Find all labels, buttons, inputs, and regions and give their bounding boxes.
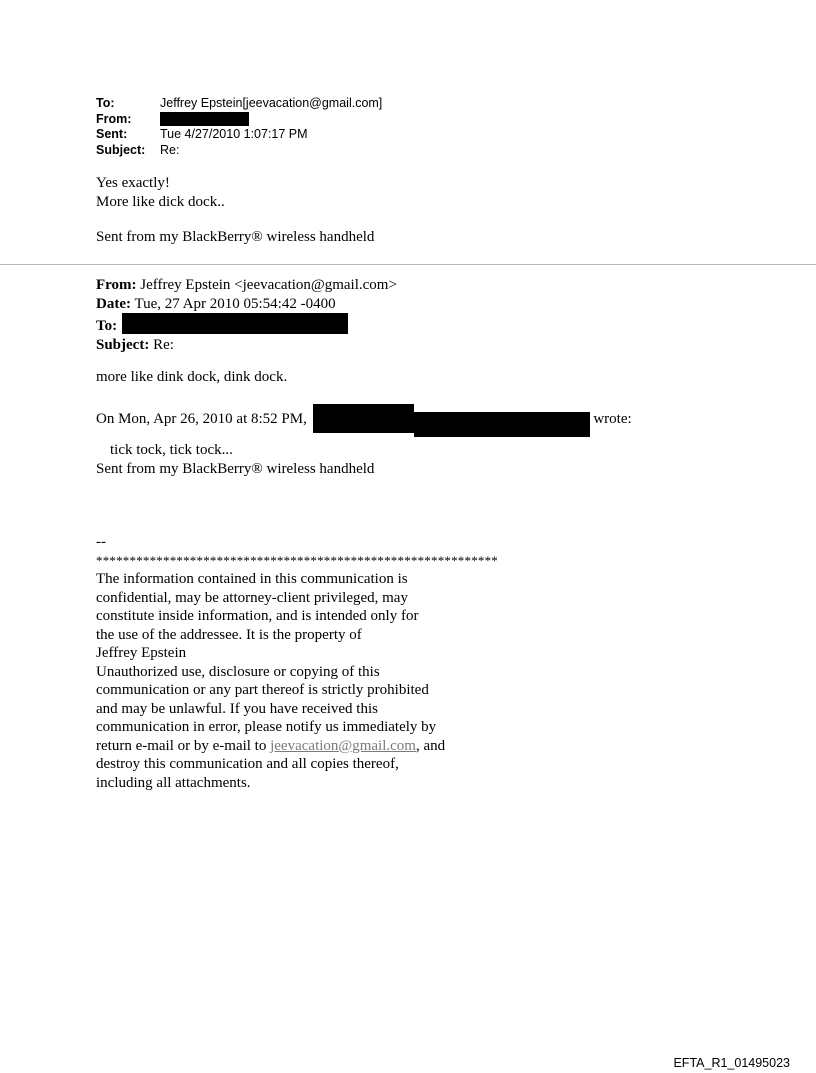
message-divider [0,264,816,265]
to-label: To: [96,96,115,110]
disclaimer-line: and may be unlawful. If you have received this [96,700,378,717]
quote-attribution [96,404,632,437]
quoted-to-row [96,313,397,336]
redaction-box [122,313,348,334]
redaction-box [414,412,590,437]
quoted-from-value: Jeffrey Epstein <jeevacation@gmail.com> [140,277,397,293]
attribution-prefix: On Mon, Apr 26, 2010 at 8:52 PM, [96,411,307,427]
to-row [96,96,382,112]
subject-label: Subject: [96,142,146,157]
from-row [96,112,382,128]
return-prefix: return e-mail or by e-mail to [96,737,267,754]
quoted-date-label: Date: [96,295,131,312]
quote-signature: Sent from my BlackBerry® wireless handheld [96,460,375,477]
to-value: Jeffrey Epstein[jeevacation@gmail.com] [160,96,383,110]
quote-line: tick tock, tick tock... [110,442,233,458]
quoted-to-label: To: [96,318,118,334]
quoted-header [96,276,397,354]
sent-value: Tue 4/27/2010 1:07:17 PM [160,127,308,141]
subject-row [96,143,382,159]
quoted-text [96,441,374,478]
email-header [96,96,382,158]
quoted-from-row [96,276,397,295]
quoted-body: more like dink dock, dink dock. [96,369,288,385]
message-signature: Sent from my BlackBerry® wireless handheld [96,229,375,245]
email-link[interactable]: jeevacation@gmail.com [270,737,416,754]
disclaimer-line: the use of the addressee. It is the property of [96,626,362,643]
disclaimer-line: constitute inside information, and is intended only for [96,608,419,624]
disclaimer-line: confidential, may be attorney-client privileged, may [96,589,408,606]
disclaimer-line: Unauthorized use, disclosure or copying of this [96,663,380,680]
from-label: From: [96,111,132,126]
quoted-from-label: From: [96,277,137,293]
attribution-suffix: wrote: [593,411,632,427]
return-suffix: , and [415,737,446,754]
disclaimer-line: The information contained in this communication is [96,571,408,587]
quoted-subject-label: Subject: [96,336,150,353]
disclaimer-return-line [96,737,498,756]
disclaimer-line: Jeffrey Epstein [96,645,187,661]
quoted-subject-row [96,336,397,355]
document-id: EFTA_R1_01495023 [673,1056,790,1070]
redaction-box [160,112,249,126]
body-line: More like dick dock.. [96,193,225,210]
subject-value: Re: [160,142,180,157]
disclaimer-line: including all attachments. [96,774,251,791]
body-line: Yes exactly! [96,175,170,191]
disclaimer-line: destroy this communication and all copies thereof, [96,756,399,772]
disclaimer-line: communication in error, please notify us immediately by [96,719,437,735]
quoted-date-value: Tue, 27 Apr 2010 05:54:42 -0400 [134,295,336,312]
quoted-date-row [96,295,397,314]
disclaimer-dashes: -- [96,534,106,550]
sent-label: Sent: [96,127,128,141]
disclaimer-line: communication or any part thereof is strictly prohibited [96,682,429,698]
message-body [96,174,225,211]
sent-row [96,127,382,143]
disclaimer-stars: ************************************************************ [96,552,498,568]
quoted-subject-value: Re: [153,336,174,353]
redaction-box [313,404,414,433]
disclaimer [96,533,498,792]
